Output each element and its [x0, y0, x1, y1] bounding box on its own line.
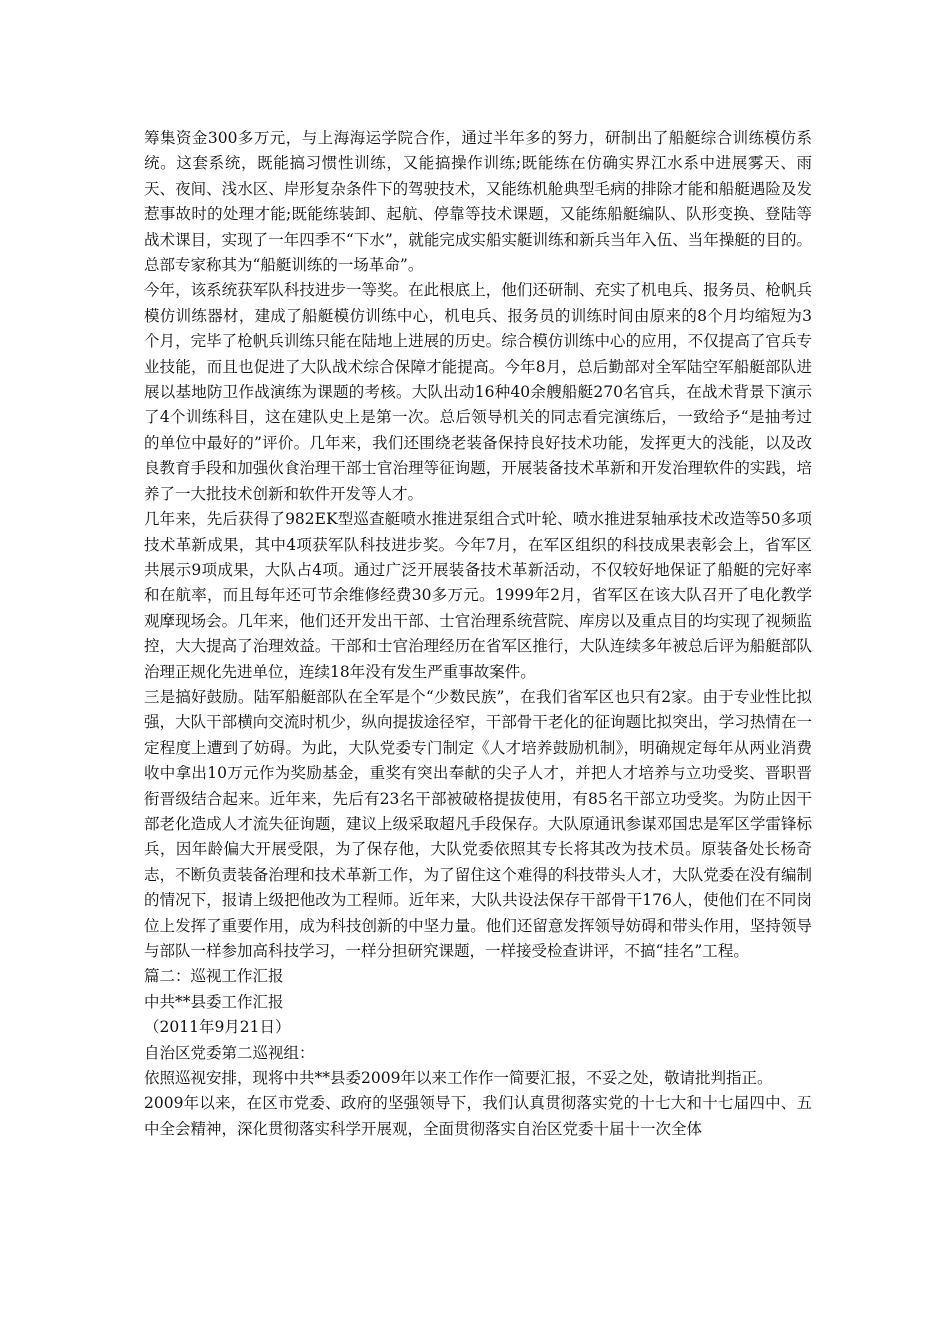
- paragraph-report-body: 2009年以来，在区市党委、政府的坚强领导下，我们认真贯彻落实党的十七大和十七届四中、五中全会精神，深化贯彻落实科学开展观，全面贯彻落实自治区党委十届十一次全体: [144, 1094, 812, 1138]
- report-title: 中共**县委工作汇报: [144, 992, 284, 1011]
- paragraph-innovation-results: 几年来，先后获得了982EK型巡查艇喷水推进泵组合式叶轮、喷水推进泵轴承技术改造等50多项技术革新成果，其中4项获军队科技进步奖。今年7月，在军区组织的科技成果表彰会上，省军区共展示9项成果，大队占4项。通过广泛开展装备技术革新活动，不仅较好地保证了船艇的完好率和在航率，而且每年还可节余维修经费30多万元。1999年2月，省军区在该大队召开了电化教学观摩现场会。几年来，他们还开发出干部、士官治理系统营院、库房以及重点目的均实现了视频监控，大大提高了治理效益。干部和士官治理经历在省军区推行，大队连续多年被总后评为船艇部队治理正规化先进单位，连续18年没有发生严重事故案件。: [144, 510, 812, 681]
- document-body: [144, 126, 812, 1142]
- report-date: （2011年9月21日）: [144, 1018, 291, 1037]
- report-salutation: 自治区党委第二巡视组：: [144, 1043, 315, 1062]
- paragraph-training-simulator: 筹集资金300多万元，与上海海运学院合作，通过半年多的努力，研制出了船艇综合训练模仿系统。这套系统，既能搞习惯性训练，又能搞操作训练;既能练在仿确实界江水系中进展雾天、雨天、夜间、浅水区、岸形复杂条件下的驾驶技术，又能练机舱典型毛病的排除才能和船艇遇险及发惹事故时的处理才能;既能练装卸、起航、停靠等技术课题，又能练船艇编队、队形变换、登陆等战术课目，实现了一年四季不“下水”，就能完成实船实艇训练和新兵当年入伍、当年操艇的目的。总部专家称其为“船艇训练的一场革命”。: [144, 129, 812, 275]
- paragraph-incentives: 三是搞好鼓励。陆军船艇部队在全军是个“少数民族”，在我们省军区也只有2家。由于专业性比拟强，大队干部横向交流时机少，纵向提拔途径窄，干部骨干老化的征询题比拟突出，学习热情在一定程度上遭到了妨碍。为此，大队党委专门制定《人才培养鼓励机制》，明确规定每年从两业消费收中拿出10万元作为奖励基金，重奖有突出奉献的尖子人才，并把人才培养与立功受奖、晋职晋衔晋级结合起来。近年来，先后有23名干部被破格提拔使用，有85名干部立功受奖。为防止因干部老化造成人才流失征询题，建议上级采取超凡手段保存。大队原通讯参谋邓国忠是军区学雷锋标兵，因年龄偏大开展受限，为了保存他，大队党委依照其专长将其改为技术员。原装备处长杨奇志，不断负责装备治理和技术革新工作，为了留住这个难得的科技带头人才，大队党委在没有编制的情况下，报请上级把他改为工程师。近年来，大队共设法保存干部骨干176人，使他们在不同岗位上发挥了重要作用，成为科技创新的中坚力量。他们还留意发挥领导妨碍和带头作用，坚持领导与部队一样参加高科技学习，一样分担研究课题，一样接受检查讲评，不搞“挂名”工程。: [144, 687, 812, 960]
- paragraph-report-intro: 依照巡视安排，现将中共**县委2009年以来工作作一简要汇报，不妥之处，敬请批判指正。: [144, 1069, 773, 1088]
- paragraph-tech-award: 今年，该系统获军队科技进步一等奖。在此根底上，他们还研制、充实了机电兵、报务员、枪帆兵模仿训练器材，建成了船艇模仿训练中心，机电兵、报务员的训练时间由原来的8个月均缩短为3个月，完毕了枪帆兵训练只能在陆地上进展的历史。综合模仿训练中心的应用，不仅提高了官兵专业技能，而且也促进了大队战术综合保障才能提高。今年8月，总后勤部对全军陆空军船艇部队进展以基地防卫作战演练为课题的考核。大队出动16种40余艘船艇270名官兵，在战术背景下演示了4个训练科目，这在建队史上是第一次。总后领导机关的同志看完演练后，一致给予“是抽考过的单位中最好的”评价。几年来，我们还围绕老装备保持良好技术功能，发挥更大的浅能，以及改良教育手段和加强伙食治理干部士官治理等征询题，开展装备技术革新和开发治理软件的实践，培养了一大批技术创新和软件开发等人才。: [144, 281, 812, 503]
- section-heading: 篇二：巡视工作汇报: [144, 967, 284, 986]
